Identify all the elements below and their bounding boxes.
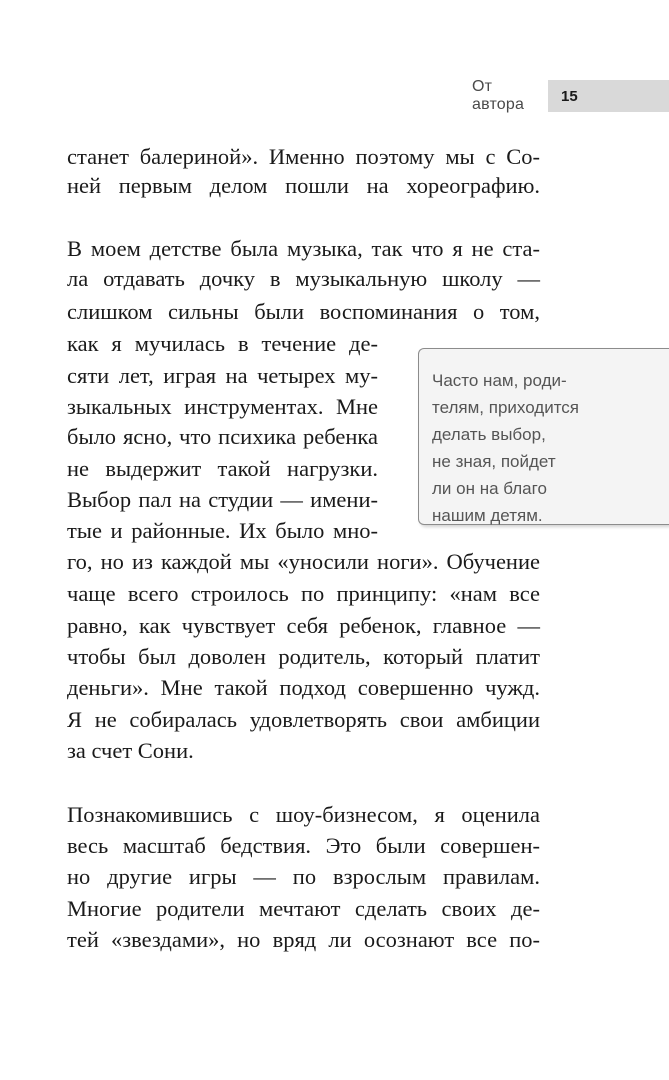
callout-line: делать выбор, — [432, 425, 546, 444]
callout-line: не зная, пойдет — [432, 452, 556, 471]
text-line: сяти лет, играя на четырех му- — [67, 363, 378, 388]
text-line: Познакомившись с шоу-бизнесом, я оценила — [67, 802, 540, 827]
text-line: го, но из каждой мы «уносили ноги». Обучение — [67, 549, 540, 574]
text-line: Выбор пал на студии — имени- — [67, 487, 378, 512]
text-line: чаще всего строилось по принципу: «нам все — [67, 581, 540, 606]
callout-line: телям, приходится — [432, 398, 580, 417]
text-line: за счет Сони. — [67, 738, 194, 763]
text-line: Многие родители мечтают сделать своих де- — [67, 896, 540, 921]
text-line: не выдержит такой нагрузки. — [67, 456, 378, 481]
text-line: как я мучилась в течение де- — [67, 331, 378, 356]
running-head — [472, 80, 669, 112]
text-line: ней первым делом пошли на хореографию. — [67, 173, 540, 198]
text-line: Я не собиралась удовлетворять свои амбиции — [67, 707, 540, 732]
text-line: чтобы был доволен родитель, который платит — [67, 644, 540, 669]
text-line: зыкальных инструментах. Мне — [67, 394, 378, 419]
text-line: В моем детстве была музыка, так что я не ста- — [67, 236, 540, 261]
text-line: равно, как чувствует себя ребенок, главное — — [67, 613, 540, 638]
text-line: слишком сильны были воспоминания о том, — [67, 299, 540, 324]
pull-quote-callout — [418, 348, 669, 525]
text-line: но другие игры — по взрослым правилам. — [67, 864, 540, 889]
section-name: От автора — [472, 78, 525, 113]
text-line: ла отдавать дочку в музыкальную школу — — [67, 266, 540, 291]
text-line: тые и районные. Их было мно- — [67, 518, 378, 543]
text-line: тей «звездами», но вряд ли осознают все по- — [67, 927, 540, 952]
text-line: было ясно, что психика ребенка — [67, 424, 378, 449]
text-line: деньги». Мне такой подход совершенно чужд. — [67, 675, 540, 700]
callout-line: Часто нам, роди- — [432, 371, 567, 390]
text-line: станет балериной». Именно поэтому мы с Со- — [67, 144, 540, 169]
page-number: 15 — [548, 80, 669, 112]
callout-line: ли он на благо — [432, 479, 547, 498]
text-line: весь масштаб бедствия. Это были совершен- — [67, 833, 540, 858]
callout-line: нашим детям. — [432, 506, 543, 525]
